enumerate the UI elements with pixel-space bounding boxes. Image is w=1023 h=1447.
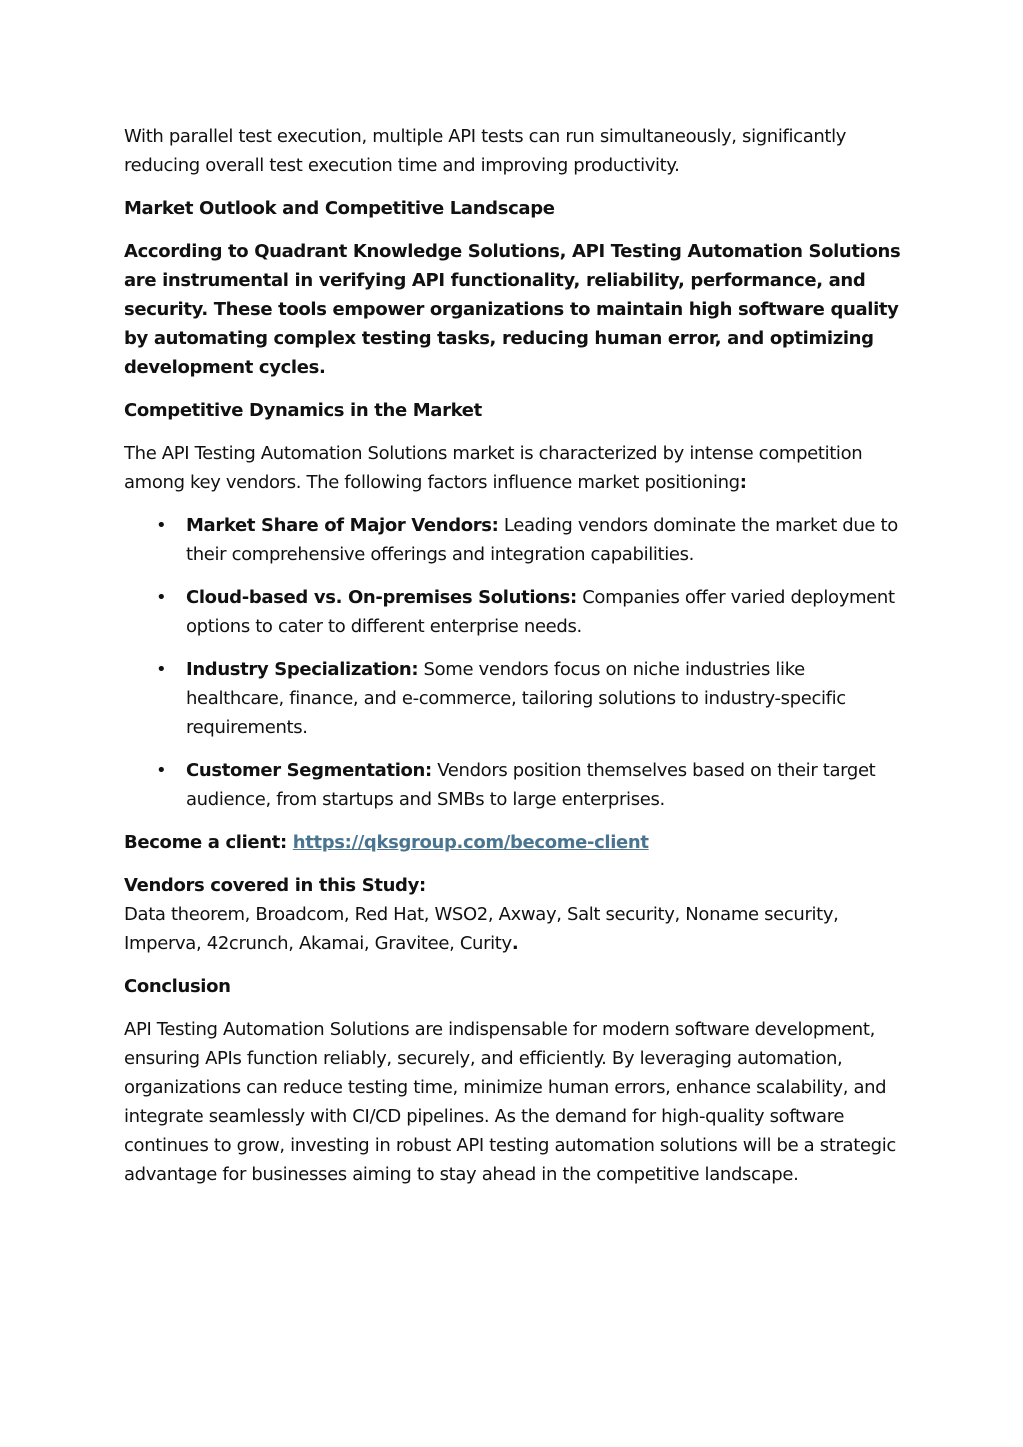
- competitive-dynamics-text: The API Testing Automation Solutions market is characterized by intense competition among key vendors. The following factors influence market positioning: [124, 443, 863, 493]
- list-item: [186, 583, 901, 641]
- list-item-text: Companies offer varied deployment options to cater to different enterprise needs.: [186, 587, 895, 637]
- vendors-heading: Vendors covered in this Study:: [124, 875, 426, 896]
- list-item-term: Cloud-based vs. On-premises Solutions:: [186, 587, 577, 608]
- competitive-dynamics-heading: Competitive Dynamics in the Market: [124, 400, 482, 421]
- competitive-dynamics-colon: :: [739, 472, 747, 493]
- list-item: [186, 655, 901, 742]
- intro-paragraph: With parallel test execution, multiple API tests can run simultaneously, significantly reducing overall test execution time and improving productivity.: [124, 126, 847, 176]
- vendors-list: Data theorem, Broadcom, Red Hat, WSO2, Axway, Salt security, Noname security, Imperva, 42crunch, Akamai, Gravitee, Curity: [124, 904, 839, 954]
- become-client-label: Become a client:: [124, 832, 293, 853]
- market-outlook-heading: Market Outlook and Competitive Landscape: [124, 198, 555, 219]
- market-outlook-paragraph: According to Quadrant Knowledge Solutions, API Testing Automation Solutions are instrumental in verifying API functionality, reliability, performance, and security. These tools empower organizations to maintain high software quality by automating complex testing tasks, reducing human error, and optimizing development cycles.: [124, 241, 901, 378]
- vendors-period: .: [511, 933, 519, 954]
- list-item: [186, 756, 901, 814]
- factors-list: [124, 511, 901, 814]
- become-client-line: [124, 828, 901, 857]
- list-item-text: Leading vendors dominate the market due to their comprehensive offerings and integration capabilities.: [186, 515, 898, 565]
- conclusion-paragraph: API Testing Automation Solutions are indispensable for modern software development, ensuring APIs function reliably, securely, and efficiently. By leveraging automation, organizations can reduce testing time, minimize human errors, enhance scalability, and integrate seamlessly with CI/CD pipelines. As the demand for high-quality software continues to grow, investing in robust API testing automation solutions will be a strategic advantage for businesses aiming to stay ahead in the competitive landscape.: [124, 1019, 896, 1185]
- list-item: [186, 511, 901, 569]
- list-item-term: Market Share of Major Vendors:: [186, 515, 499, 536]
- list-item-text: Vendors position themselves based on their target audience, from startups and SMBs to large enterprises.: [186, 760, 876, 810]
- competitive-dynamics-paragraph: [124, 439, 901, 497]
- conclusion-heading: Conclusion: [124, 976, 231, 997]
- list-item-term: Industry Specialization:: [186, 659, 419, 680]
- become-client-link[interactable]: https://qksgroup.com/become-client: [292, 832, 649, 853]
- vendors-block: [124, 871, 901, 958]
- list-item-text: Some vendors focus on niche industries like healthcare, finance, and e-commerce, tailoring solutions to industry-specific requirements.: [186, 659, 846, 738]
- list-item-term: Customer Segmentation:: [186, 760, 432, 781]
